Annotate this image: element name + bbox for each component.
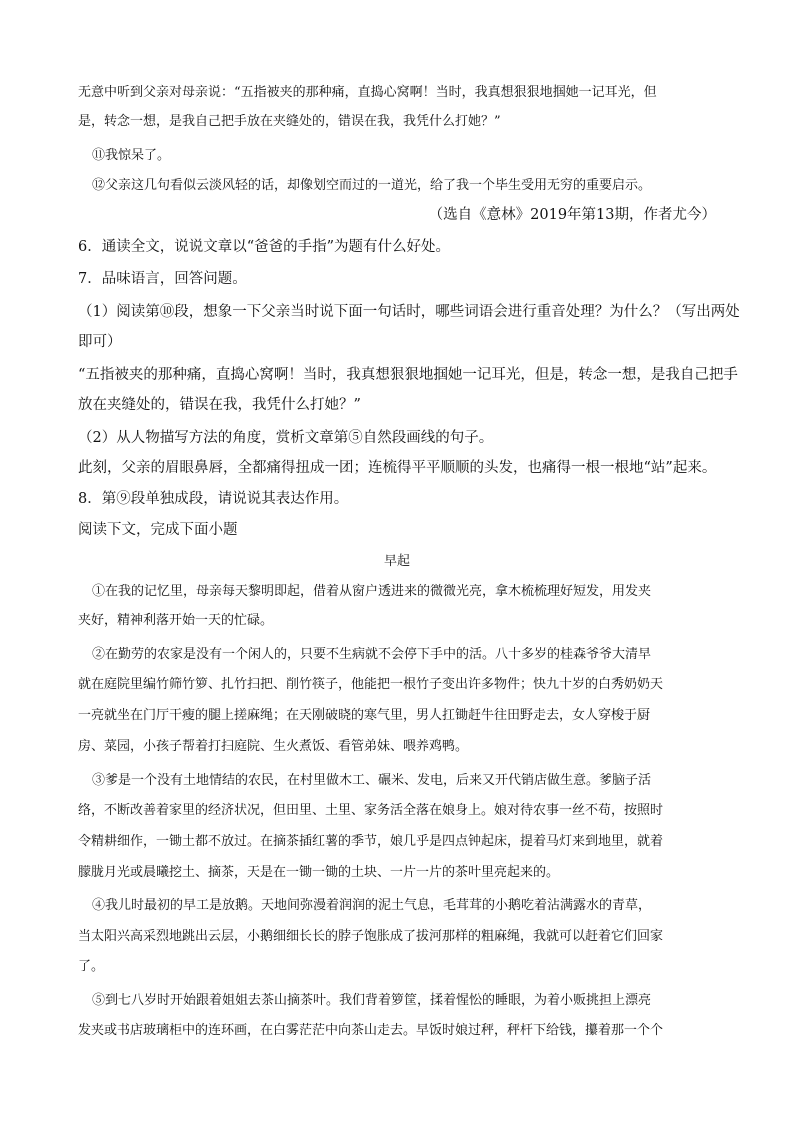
paragraph-4-line-1: ④我儿时最初的早工是放鹅。天地间弥漫着润润的泥土气息，毛茸茸的小鹅吃着沾满露水的青草， <box>92 898 652 913</box>
question-8: 8．第⑨段单独成段，请说说其表达作用。 <box>78 491 349 507</box>
paragraph-2-line-2: 就在庭院里编竹筛竹箩、扎竹扫把、削竹筷子，他能把一根竹子变出许多物件；快九十岁的白秀奶奶天 <box>78 677 664 692</box>
paragraph-3-line-2: 络，不断改善着家里的经济状况，但田里、土里、家务活全落在娘身上。娘对待农事一丝不苟，按照时 <box>78 803 664 818</box>
paragraph-10-line-2: 是，转念一想，是我自己把手放在夹缝处的，错误在我，我凭什么打她？” <box>78 114 501 129</box>
paragraph-10-line-1: 无意中听到父亲对母亲说：“五指被夹的那种痛，直捣心窝啊！当时，我真想狠狠地掴她一记耳光，但 <box>78 85 657 100</box>
paragraph-11: ⑪我惊呆了。 <box>92 148 171 163</box>
paragraph-12: ⑫父亲这几句看似云淡风轻的话，却像划空而过的一道光，给了我一个毕生受用无穷的重要启示。 <box>92 178 652 193</box>
reading-instruction: 阅读下文，完成下面小题 <box>78 522 238 538</box>
question-7-1-line-1: （1）阅读第⑩段，想象一下父亲当时说下面一句话时，哪些词语会进行重音处理？为什么？（写出两处 <box>78 304 740 320</box>
question-7: 7．品味语言，回答问题。 <box>78 271 247 287</box>
question-7-1-line-2: 即可） <box>78 334 122 350</box>
source-citation: （选自《意林》2019年第13期，作者尤今） <box>428 207 716 223</box>
question-7-1-quote-line-2: 放在夹缝处的，错误在我，我凭什么打她？” <box>78 397 361 413</box>
question-7-2-quote: 此刻，父亲的眉眼鼻唇，全都痛得扭成一团；连梳得平平顺顺的头发，也痛得一根一根地“站”起来。 <box>78 460 717 476</box>
paragraph-3-line-3: 令精耕细作，一锄土都不放过。在摘茶插红薯的季节，娘几乎是四点钟起床，提着马灯来到地里，就着 <box>78 834 664 849</box>
question-7-1-quote-line-1: “五指被夹的那种痛，直捣心窝啊！当时，我真想狠狠地掴她一记耳光，但是，转念一想，是我自己把手 <box>78 367 738 383</box>
paragraph-3-line-1: ③爹是一个没有土地情结的农民，在村里做木工、碾米、发电，后来又开代销店做生意。爹脑子活 <box>92 773 652 788</box>
paragraph-2-line-3: 一亮就坐在门厅干瘦的腿上搓麻绳；在天刚破晓的寒气里，男人扛锄赶牛往田野走去，女人穿梭于厨 <box>78 708 651 723</box>
paragraph-1-line-1: ①在我的记忆里，母亲每天黎明即起，借着从窗户透进来的微微光亮，拿木梳梳理好短发，用发夹 <box>92 584 652 599</box>
paragraph-3-line-4: 朦胧月光或晨曦挖土、摘茶，天是在一锄一锄的土块、一片一片的茶叶里亮起来的。 <box>78 865 560 880</box>
paragraph-2-line-4: 房、菜园，小孩子帮着打扫庭院、生火煮饭、看管弟妹、喂养鸡鸭。 <box>78 739 469 754</box>
paragraph-5-line-1: ⑤到七八岁时开始跟着姐姐去茶山摘茶叶。我们背着箩筐，揉着惺忪的睡眼，为着小贩挑担上漂亮 <box>92 993 652 1008</box>
paragraph-2-line-1: ②在勤劳的农家是没有一个闲人的，只要不生病就不会停下手中的活。八十多岁的桂森爷爷大清早 <box>92 647 652 662</box>
paragraph-5-line-2: 发夹或书店玻璃柜中的连环画，在白雾茫茫中向茶山走去。早饭时娘过秤，秤杆下给钱，攥着那一个个 <box>78 1023 664 1038</box>
question-6: 6．通读全文，说说文章以“爸爸的手指”为题有什么好处。 <box>78 239 451 255</box>
paragraph-1-line-2: 夹好，精神利落开始一天的忙碌。 <box>78 613 274 628</box>
paragraph-4-line-2: 当太阳兴高采烈地跳出云层，小鹅细细长长的脖子饱胀成了拔河那样的粗麻绳，我就可以赶着它们回家 <box>78 929 664 944</box>
paragraph-4-line-3: 了。 <box>78 959 105 974</box>
question-7-2: （2）从人物描写方法的角度，赏析文章第⑤自然段画线的句子。 <box>78 430 494 446</box>
passage-title: 早起 <box>383 554 410 569</box>
